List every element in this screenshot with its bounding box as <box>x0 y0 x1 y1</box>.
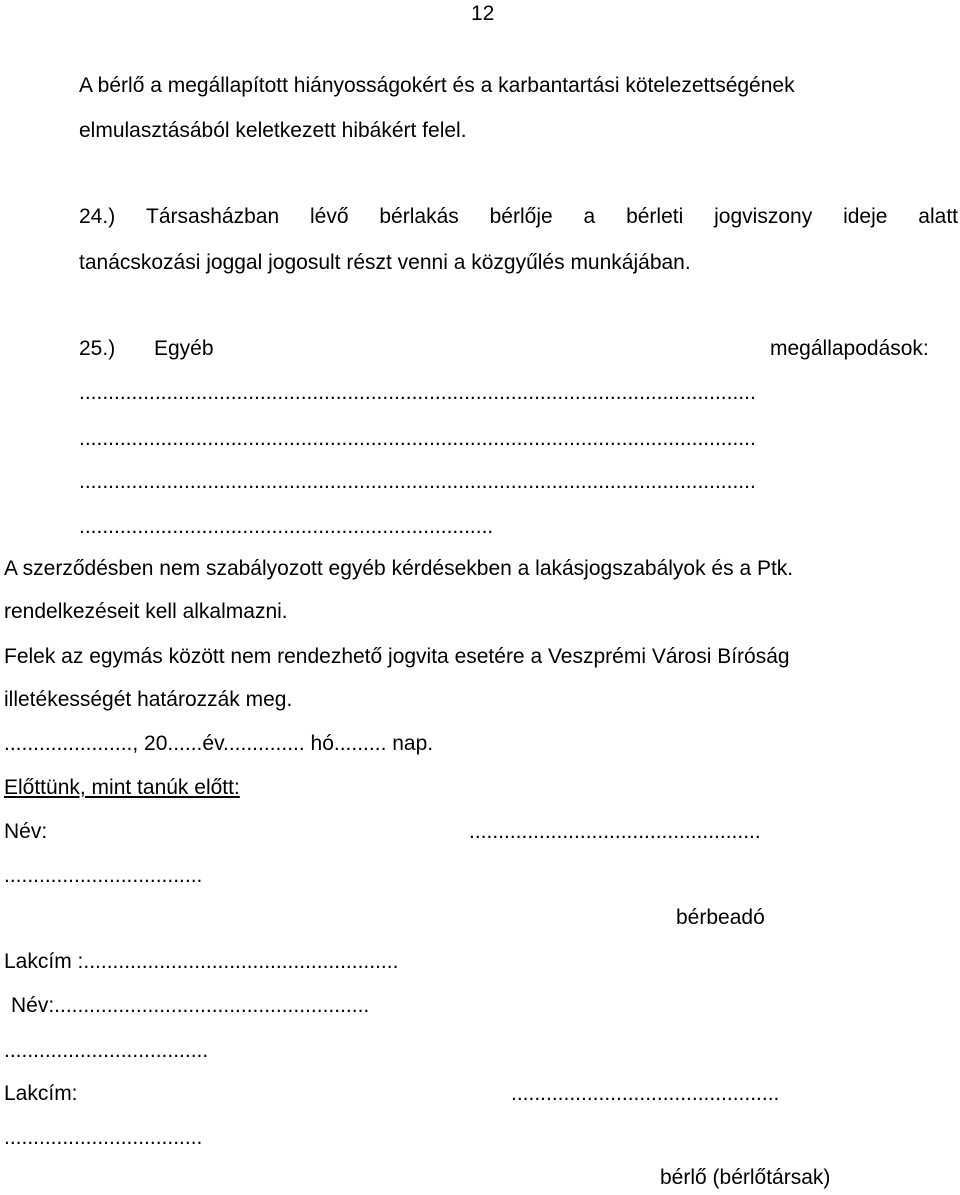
landlord-label: bérbeadó <box>676 906 765 929</box>
section25-right: megállapodások: <box>770 337 929 360</box>
name1-label: Név: <box>4 820 48 843</box>
section24-word: jogviszony <box>714 205 813 228</box>
section24-word: ideje <box>843 205 888 228</box>
dotted-line: ....................................................................... <box>79 515 494 538</box>
date-line: ......................, 20......év.............. hó......... nap. <box>4 732 434 755</box>
section24-word: Társasházban <box>146 205 280 228</box>
dotted-line: .................................................................................................................... <box>79 381 756 404</box>
name1-dots: .................................................. <box>469 820 761 843</box>
section24-word: bérlakás <box>379 205 459 228</box>
section24-word: alatt <box>918 205 958 228</box>
tenant-label: bérlő (bérlőtársak) <box>660 1166 831 1189</box>
address2-dots: .............................................. <box>511 1082 780 1105</box>
address2-label: Lakcím: <box>4 1082 78 1105</box>
section24-line2: tanácskozási joggal jogosult részt venni a közgyűlés munkájában. <box>79 251 691 274</box>
name1-dots2: .................................. <box>4 864 203 887</box>
closing-p1-line1: A szerződésben nem szabályozott egyéb kérdésekben a lakásjogszabályok és a Ptk. <box>4 557 794 580</box>
address2-dots2: .................................. <box>4 1126 203 1149</box>
section24-word: bérleti <box>626 205 684 228</box>
section24-word: bérlője <box>489 205 553 228</box>
closing-p1-line2: rendelkezéseit kell alkalmazni. <box>4 600 288 623</box>
page-number: 12 <box>471 2 495 25</box>
section23-line2: elmulasztásából keletkezett hibákért felel. <box>79 119 467 142</box>
section24-word: a <box>583 205 596 228</box>
name2-line: Név:...................................................... <box>11 994 370 1017</box>
name2-dots2: ................................... <box>4 1039 209 1062</box>
section25-left: Egyéb <box>154 337 214 360</box>
section23-line1: A bérlő a megállapított hiányosságokért és a karbantartási kötelezettségének <box>79 74 795 97</box>
section25-number: 25.) <box>79 337 116 360</box>
address1-line: Lakcím :...................................................... <box>4 950 399 973</box>
dotted-line: .................................................................................................................... <box>79 427 756 450</box>
section24-line1 <box>79 205 958 229</box>
closing-p2-line2: illetékességét határozzák meg. <box>4 688 293 711</box>
closing-p2-line1: Felek az egymás között nem rendezhető jogvita esetére a Veszprémi Városi Bíróság <box>4 645 790 668</box>
section24-word: lévő <box>309 205 349 228</box>
dotted-line: .................................................................................................................... <box>79 470 756 493</box>
section24-number: 24.) <box>79 205 116 228</box>
witnesses-heading: Előttünk, mint tanúk előtt: <box>4 776 240 799</box>
